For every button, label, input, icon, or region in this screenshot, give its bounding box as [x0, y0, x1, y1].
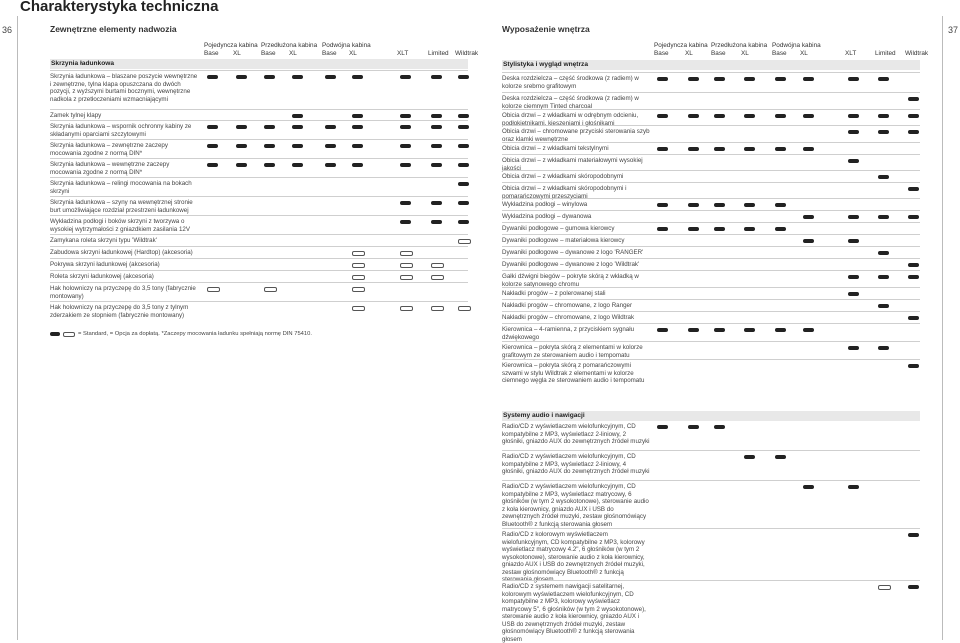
column-subheader: XLT: [397, 49, 409, 57]
option-mark-icon: [352, 263, 365, 268]
column-subheader: XLT: [845, 49, 857, 57]
legend: [50, 331, 312, 337]
standard-mark-icon: [803, 147, 814, 151]
row-label: Kierownica – pokryta skórą z pomarańczowymi szwami w stylu Wildtrak z elementami w kolorze ciemnego węgla ze sterowaniem audio i tempomatu: [502, 362, 645, 384]
row-label: Dywaniki podłogowe – gumowa kierowcy: [502, 225, 615, 232]
standard-mark-icon: [688, 227, 699, 231]
column-subheader: Limited: [428, 49, 449, 57]
standard-mark-icon: [431, 220, 442, 224]
row-label: Skrzynia ładunkowa – szyny na wewnętrznej stronie burt umożliwiające rozdział przestrzeni ładunkowej: [50, 199, 193, 214]
right-group2-title: Systemy audio i nawigacji: [503, 412, 585, 419]
row-label: Wykładzina podłogi – winylowa: [502, 201, 588, 208]
standard-mark-icon: [878, 130, 889, 134]
standard-mark-icon: [848, 77, 859, 81]
column-group-header: [322, 42, 371, 49]
standard-mark-icon: [325, 125, 336, 129]
page-title: Charakterystyka techniczna: [20, 0, 219, 15]
column-subheader: XL: [685, 49, 693, 57]
row-label: Radio/CD z wyświetlaczem wielofunkcyjnym, CD kompatybilne z MP3, wyświetlacz matrycowy, 6 głośników (w tym 2 wysokotonowe), sterowanie audio z koła kierownicy, gniazdo AUX i USB do zewnętrznych źródeł muzyki, zestaw głośnomówiący Bluetooth® z funkcją sterowania głosem: [502, 483, 649, 528]
row-label: Radio/CD z systemem nawigacji satelitarnej, kolorowym wyświetlaczem wielofunkcyjnym, CD kompatybilne z MP3, kolorowy wyświetlacz matrycowy 5", 6 głośników (w tym 2 wysokotonowe), sterowanie audio z koła kierownicy, gniazdo AUX i USB do zewnętrznych źródeł muzyki, zestaw głośnomówiący Bluetooth® z funkcją sterowania głosem: [502, 583, 646, 643]
column-subheader: Base: [204, 49, 219, 57]
row-label: Zabudowa skrzyni ładunkowej (Hardtop) (akcesoria): [50, 249, 193, 256]
standard-mark-icon: [657, 147, 668, 151]
standard-mark-icon: [848, 159, 859, 163]
standard-mark-icon: [657, 425, 668, 429]
standard-mark-icon: [878, 251, 889, 255]
table-row: [502, 359, 920, 385]
option-mark-icon: [352, 306, 365, 311]
standard-mark-icon: [236, 144, 247, 148]
standard-mark-icon: [848, 275, 859, 279]
row-label: Obicia drzwi – z wkładkami w odrębnym odcieniu, podłokietnikami, kieszeniami i głośnikami: [502, 112, 639, 127]
standard-mark-icon: [264, 144, 275, 148]
row-label: Kierownica – pokryta skórą z elementami w kolorze grafitowym ze sterowaniem audio i tempomatu: [502, 344, 643, 359]
standard-mark-icon: [744, 77, 755, 81]
row-label: Zamykana roleta skrzyni typu 'Wildtrak': [50, 237, 157, 244]
table-row: [50, 215, 468, 235]
standard-mark-icon: [775, 328, 786, 332]
row-label: Wykładzina podłogi – dywanowa: [502, 213, 592, 220]
row-label: Nakładki progów – z polerowanej stali: [502, 290, 606, 297]
row-label: Skrzynia ładunkowa – wspornik ochronny kabiny ze składanymi oparciami szczytowymi: [50, 123, 192, 138]
right-group-title: Stylistyka i wygląd wnętrza: [503, 61, 589, 68]
table-row: [50, 196, 468, 216]
standard-mark-icon: [775, 147, 786, 151]
standard-mark-icon: [431, 75, 442, 79]
standard-mark-icon: [688, 114, 699, 118]
standard-mark-icon: [458, 75, 469, 79]
standard-mark-icon: [878, 346, 889, 350]
standard-mark-icon: [458, 182, 469, 186]
column-subheader: Base: [261, 49, 276, 57]
row-label: Obicia drzwi – chromowane przyciski sterowania szyb oraz klamki wewnętrzne: [502, 128, 650, 143]
option-mark-icon: [431, 275, 444, 280]
standard-mark-icon: [775, 455, 786, 459]
row-label: Skrzynia ładunkowa – blaszane poszycie wewnętrzne i zewnętrzne, tylna klapa opuszczana do dwóch pozycji, z wyższymi burtami bocznymi, wewnętrzne nadkola z przetłoczeniami wzmacniającymi: [50, 73, 198, 103]
row-label: Hak holowniczy na przyczepę do 3,5 tony (fabrycznie montowany): [50, 285, 196, 300]
page-number-right: 37: [947, 25, 958, 35]
standard-mark-icon: [744, 147, 755, 151]
column-subheader: Base: [322, 49, 337, 57]
standard-mark-icon: [352, 163, 363, 167]
column-group-title: Podwójna kabina: [322, 42, 371, 49]
standard-mark-icon: [325, 163, 336, 167]
row-label: Nakładki progów – chromowane, z logo Ranger: [502, 302, 633, 309]
standard-mark-icon: [803, 114, 814, 118]
column-subheader: Base: [654, 49, 669, 57]
standard-mark-icon: [775, 227, 786, 231]
standard-mark-icon: [775, 77, 786, 81]
standard-mark-icon: [714, 227, 725, 231]
standard-mark-icon: [207, 75, 218, 79]
column-subheader: XL: [349, 49, 357, 57]
row-label: Dywaniki podłogowe – materiałowa kierowcy: [502, 237, 625, 244]
standard-mark-icon: [803, 328, 814, 332]
standard-mark-icon: [50, 332, 60, 336]
row-label: Obicia drzwi – z wkładkami skóropodobnymi: [502, 173, 624, 180]
table-row: [50, 158, 468, 178]
standard-mark-icon: [714, 147, 725, 151]
standard-mark-icon: [908, 97, 919, 101]
option-mark-icon: [458, 239, 471, 244]
left-group-title: Skrzynia ładunkowa: [51, 60, 115, 67]
column-subheader: Base: [711, 49, 726, 57]
standard-mark-icon: [908, 316, 919, 320]
standard-mark-icon: [775, 203, 786, 207]
table-row: [502, 480, 920, 529]
standard-mark-icon: [352, 125, 363, 129]
standard-mark-icon: [400, 114, 411, 118]
standard-mark-icon: [431, 114, 442, 118]
standard-mark-icon: [207, 144, 218, 148]
standard-mark-icon: [400, 163, 411, 167]
row-label: Gałki dźwigni biegów – pokryte skórą z wkładką w kolorze satynowego chromu: [502, 273, 639, 288]
row-label: Radio/CD z kolorowym wyświetlaczem wielofunkcyjnym, CD kompatybilne z MP3, kolorowy wyświetlacz matrycowy 4.2", 6 głośników (w tym 2 wysokotonowe), sterowanie audio z koła kierownicy, gniazdo AUX i USB do zewnętrznych źródeł muzyki, zestaw głośnomówiący Bluetooth® z funkcją sterowania głosem: [502, 531, 645, 583]
row-label: Zamek tylnej klapy: [50, 112, 102, 119]
option-mark-icon: [207, 287, 220, 292]
standard-mark-icon: [431, 125, 442, 129]
table-row: [502, 323, 920, 342]
row-label: Wykładzina podłogi i boków skrzyni z tworzywa o wysokiej wytrzymałości z gniazdkiem zasilania 12V: [50, 218, 190, 233]
column-subheader: Limited: [875, 49, 896, 57]
row-label: Radio/CD z wyświetlaczem wielofunkcyjnym, CD kompatybilne z MP3, wyświetlacz 2-liniowy, 4 głośniki, gniazdo AUX do zewnętrznych źródeł muzyki: [502, 453, 650, 475]
table-row: [502, 580, 920, 643]
standard-mark-icon: [803, 239, 814, 243]
standard-mark-icon: [878, 304, 889, 308]
page-number-left: 36: [2, 25, 13, 35]
standard-mark-icon: [878, 275, 889, 279]
standard-mark-icon: [264, 75, 275, 79]
option-mark-icon: [400, 275, 413, 280]
table-row: [502, 109, 920, 126]
option-mark-icon: [400, 263, 413, 268]
standard-mark-icon: [878, 215, 889, 219]
standard-mark-icon: [264, 163, 275, 167]
standard-mark-icon: [744, 455, 755, 459]
option-mark-icon: [458, 306, 471, 311]
standard-mark-icon: [908, 275, 919, 279]
column-subheader: XL: [289, 49, 297, 57]
table-row: [50, 301, 468, 321]
standard-mark-icon: [458, 201, 469, 205]
standard-mark-icon: [714, 328, 725, 332]
row-label: Obicia drzwi – z wkładkami tekstylnymi: [502, 145, 609, 152]
standard-mark-icon: [714, 203, 725, 207]
standard-mark-icon: [775, 114, 786, 118]
row-label: Skrzynia ładunkowa – zewnętrzne zaczepy mocowania zgodne z normą DIN*: [50, 142, 168, 157]
column-group-title: Podwójna kabina: [772, 42, 821, 49]
row-label: Nakładki progów – chromowane, z logo Wildtrak: [502, 314, 635, 321]
standard-mark-icon: [657, 77, 668, 81]
table-row: [502, 341, 920, 360]
standard-mark-icon: [352, 114, 363, 118]
legend-text: = Standard, = Opcja za dopłatą. *Zaczepy mocowania ładunku spełniają normę DIN 75410.: [78, 331, 312, 337]
standard-mark-icon: [688, 203, 699, 207]
option-mark-icon: [352, 287, 365, 292]
standard-mark-icon: [714, 425, 725, 429]
table-row: [502, 154, 920, 171]
standard-mark-icon: [908, 585, 919, 589]
standard-mark-icon: [657, 203, 668, 207]
right-section-title: Wyposażenie wnętrza: [502, 24, 590, 34]
standard-mark-icon: [400, 220, 411, 224]
standard-mark-icon: [744, 203, 755, 207]
row-label: Skrzynia ładunkowa – relingi mocowania na bokach skrzyni: [50, 180, 192, 195]
standard-mark-icon: [908, 533, 919, 537]
left-margin-line: [17, 16, 18, 640]
column-group-title: Przedłużona kabina: [261, 42, 318, 49]
table-row: [50, 120, 468, 140]
standard-mark-icon: [400, 144, 411, 148]
standard-mark-icon: [458, 220, 469, 224]
standard-mark-icon: [848, 114, 859, 118]
option-mark-icon: [400, 251, 413, 256]
standard-mark-icon: [848, 130, 859, 134]
standard-mark-icon: [264, 125, 275, 129]
standard-mark-icon: [458, 125, 469, 129]
standard-mark-icon: [400, 201, 411, 205]
standard-mark-icon: [848, 215, 859, 219]
column-subheader: XL: [233, 49, 241, 57]
column-subheader: Wildtrak: [455, 49, 479, 57]
standard-mark-icon: [458, 144, 469, 148]
table-row: [502, 72, 920, 93]
column-group-title: Pojedyncza kabina: [654, 42, 708, 49]
standard-mark-icon: [688, 328, 699, 332]
standard-mark-icon: [400, 75, 411, 79]
standard-mark-icon: [431, 201, 442, 205]
table-row: [502, 125, 920, 143]
column-group-header: [654, 42, 708, 49]
standard-mark-icon: [908, 215, 919, 219]
row-label: Deska rozdzielcza – część środkowa (z radiem) w kolorze ciemnym Tinted charcoal: [502, 95, 639, 110]
table-row: [50, 282, 468, 302]
standard-mark-icon: [803, 215, 814, 219]
column-subheader: XL: [800, 49, 808, 57]
row-label: Dywaniki podłogowe – dywanowe z logo 'Wildtrak': [502, 261, 640, 268]
row-label: Radio/CD z wyświetlaczem wielofunkcyjnym, CD kompatybilne z MP3, wyświetlacz 2-liniowy, 2 głośniki, gniazdo AUX do zewnętrznych źródeł muzyki: [502, 423, 650, 445]
standard-mark-icon: [878, 114, 889, 118]
row-label: Roleta skrzyni ładunkowej (akcesoria): [50, 273, 154, 280]
standard-mark-icon: [803, 485, 814, 489]
column-group-header: [772, 42, 821, 49]
standard-mark-icon: [325, 75, 336, 79]
standard-mark-icon: [458, 114, 469, 118]
column-group-header: [261, 42, 317, 49]
row-label: Pokrywa skrzyni ładunkowej (akcesoria): [50, 261, 160, 268]
standard-mark-icon: [878, 77, 889, 81]
option-mark-icon: [878, 585, 891, 590]
row-label: Deska rozdzielcza – część środkowa (z radiem) w kolorze srebrno grafitowym: [502, 75, 639, 90]
right-margin-line: [942, 16, 943, 640]
standard-mark-icon: [352, 144, 363, 148]
standard-mark-icon: [744, 227, 755, 231]
standard-mark-icon: [657, 328, 668, 332]
standard-mark-icon: [292, 163, 303, 167]
standard-mark-icon: [352, 75, 363, 79]
option-mark-icon: [431, 306, 444, 311]
standard-mark-icon: [744, 114, 755, 118]
standard-mark-icon: [292, 125, 303, 129]
row-label: Hak holowniczy na przyczepę do 3,5 tony z tylnym zderzakiem ze stopniem (fabrycznie montowany): [50, 304, 189, 319]
standard-mark-icon: [688, 147, 699, 151]
standard-mark-icon: [908, 263, 919, 267]
standard-mark-icon: [688, 425, 699, 429]
table-row: [50, 177, 468, 197]
column-group-header: [711, 42, 767, 49]
option-mark-icon: [264, 287, 277, 292]
standard-mark-icon: [848, 346, 859, 350]
standard-mark-icon: [236, 125, 247, 129]
standard-mark-icon: [688, 77, 699, 81]
standard-mark-icon: [908, 364, 919, 368]
standard-mark-icon: [292, 75, 303, 79]
standard-mark-icon: [207, 163, 218, 167]
standard-mark-icon: [657, 114, 668, 118]
table-row: [502, 420, 920, 451]
standard-mark-icon: [714, 114, 725, 118]
standard-mark-icon: [714, 77, 725, 81]
standard-mark-icon: [207, 125, 218, 129]
option-mark-icon: [400, 306, 413, 311]
standard-mark-icon: [400, 125, 411, 129]
standard-mark-icon: [431, 144, 442, 148]
standard-mark-icon: [908, 187, 919, 191]
standard-mark-icon: [848, 485, 859, 489]
column-subheader: Wildtrak: [905, 49, 929, 57]
row-label: Dywaniki podłogowe – dywanowe z logo 'RANGER': [502, 249, 644, 256]
column-subheader: Base: [772, 49, 787, 57]
table-row: [502, 92, 920, 110]
standard-mark-icon: [908, 114, 919, 118]
standard-mark-icon: [292, 144, 303, 148]
row-label: Obicia drzwi – z wkładkami materiałowymi wysokiej jakości: [502, 157, 643, 172]
option-mark-icon: [63, 332, 75, 337]
column-group-title: Przedłużona kabina: [711, 42, 768, 49]
standard-mark-icon: [325, 144, 336, 148]
standard-mark-icon: [908, 130, 919, 134]
standard-mark-icon: [848, 292, 859, 296]
standard-mark-icon: [878, 175, 889, 179]
standard-mark-icon: [458, 163, 469, 167]
standard-mark-icon: [292, 114, 303, 118]
table-row: [50, 139, 468, 159]
table-row: [502, 528, 920, 581]
standard-mark-icon: [744, 328, 755, 332]
option-mark-icon: [352, 251, 365, 256]
column-group-title: Pojedyncza kabina: [204, 42, 258, 49]
table-row: [502, 270, 920, 288]
table-row: [502, 450, 920, 481]
column-group-header: [204, 42, 258, 49]
standard-mark-icon: [848, 239, 859, 243]
option-mark-icon: [431, 263, 444, 268]
table-row: [50, 70, 468, 110]
table-row: [502, 182, 920, 199]
option-mark-icon: [352, 275, 365, 280]
standard-mark-icon: [803, 77, 814, 81]
column-subheader: XL: [741, 49, 749, 57]
row-label: Kierownica – 4-ramienna, z przyciskiem sygnału dźwiękowego: [502, 326, 635, 341]
standard-mark-icon: [236, 163, 247, 167]
row-label: Skrzynia ładunkowa – wewnętrzne zaczepy mocowania zgodne z normą DIN*: [50, 161, 170, 176]
left-section-title: Zewnętrzne elementy nadwozia: [50, 24, 177, 34]
standard-mark-icon: [431, 163, 442, 167]
row-label: Obicia drzwi – z wkładkami skóropodobnymi i pomarańczowymi przeszyciami: [502, 185, 627, 200]
standard-mark-icon: [236, 75, 247, 79]
standard-mark-icon: [657, 227, 668, 231]
